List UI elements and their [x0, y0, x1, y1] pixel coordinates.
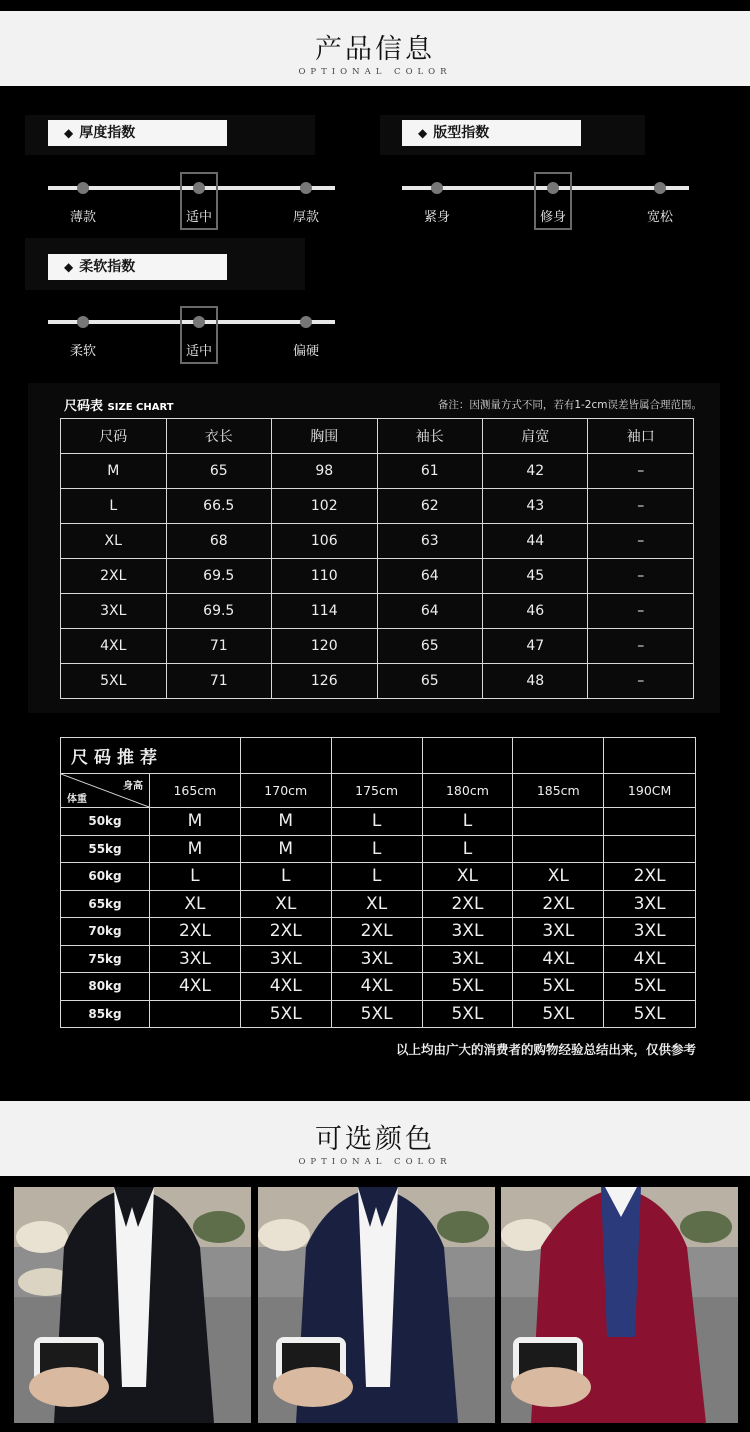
rec-cell: 5XL	[513, 1000, 604, 1028]
size-cell: L	[61, 489, 167, 524]
jacket-photo	[258, 1187, 495, 1423]
size-cell: 114	[272, 594, 378, 629]
size-cell: 71	[166, 629, 272, 664]
recommend-note: 以上均由广大的消费者的购物经验总结出来，仅供参考	[395, 1042, 696, 1057]
size-chart-title-cn: 尺码表	[64, 399, 104, 414]
rec-cell: M	[240, 835, 331, 863]
size-header-cell: 肩宽	[482, 419, 587, 454]
weight-cell: 55kg	[61, 835, 150, 863]
rec-cell	[513, 808, 604, 836]
size-cell: 65	[377, 664, 482, 699]
fit-mark-1: 紧身	[423, 210, 450, 225]
table-row	[61, 808, 696, 836]
weight-cell: 80kg	[61, 973, 150, 1001]
size-table-header-row	[61, 419, 694, 454]
softness-mark-1: 柔软	[69, 344, 96, 359]
rec-cell: 4XL	[513, 945, 604, 973]
rec-cell: 4XL	[150, 973, 241, 1001]
rec-cell: 3XL	[604, 890, 696, 918]
section-title: 可选颜色	[315, 1124, 435, 1155]
height-header: 175cm	[331, 774, 422, 808]
corner-height-label: 身高	[123, 781, 143, 792]
size-cell: 71	[166, 664, 272, 699]
size-cell: 66.5	[166, 489, 272, 524]
size-cell: 42	[482, 454, 587, 489]
rec-cell: 2XL	[331, 918, 422, 946]
color-photo-navy[interactable]	[258, 1187, 495, 1423]
diamond-icon: ◆	[64, 260, 74, 274]
rec-cell: 5XL	[604, 973, 696, 1001]
empty-cell	[513, 738, 604, 774]
rec-cell: M	[150, 808, 241, 836]
rec-cell: L	[331, 863, 422, 891]
thickness-index-label	[48, 120, 227, 146]
rec-cell: L	[150, 863, 241, 891]
table-row	[61, 629, 694, 664]
thickness-dot-1	[77, 182, 89, 194]
rec-cell: 4XL	[604, 945, 696, 973]
height-header: 170cm	[240, 774, 331, 808]
table-row	[61, 489, 694, 524]
size-cell: 65	[377, 629, 482, 664]
fit-index-label	[402, 120, 581, 146]
height-header: 165cm	[150, 774, 241, 808]
softness-mark-2: 适中	[185, 344, 212, 359]
thickness-mark-2: 适中	[185, 210, 212, 225]
empty-cell	[422, 738, 513, 774]
rec-cell: L	[422, 808, 513, 836]
thickness-mark-1: 薄款	[69, 210, 96, 225]
rec-cell: L	[331, 808, 422, 836]
size-cell: 46	[482, 594, 587, 629]
color-photo-wine[interactable]	[501, 1187, 738, 1423]
size-cell: 120	[272, 629, 378, 664]
softness-dot-1	[77, 316, 89, 328]
fit-mark-2: 修身	[539, 210, 566, 225]
rec-cell	[513, 835, 604, 863]
rec-cell: L	[331, 835, 422, 863]
recommend-title: 尺码推荐	[61, 738, 241, 774]
table-row	[61, 835, 696, 863]
size-cell: 2XL	[61, 559, 167, 594]
top-border	[0, 0, 750, 11]
jacket-photo	[501, 1187, 738, 1423]
rec-cell: XL	[422, 863, 513, 891]
height-header: 190CM	[604, 774, 696, 808]
rec-cell	[150, 1000, 241, 1028]
size-cell: 44	[482, 524, 587, 559]
size-chart-panel	[28, 383, 720, 713]
table-row	[61, 863, 696, 891]
size-chart-title-en: SIZE CHART	[107, 402, 174, 413]
rec-cell: 2XL	[604, 863, 696, 891]
size-cell: 3XL	[61, 594, 167, 629]
corner-cell	[61, 774, 150, 808]
diamond-icon: ◆	[418, 126, 428, 140]
size-cell: 4XL	[61, 629, 167, 664]
rec-cell: 5XL	[240, 1000, 331, 1028]
rec-cell: 5XL	[513, 973, 604, 1001]
size-cell: 64	[377, 559, 482, 594]
size-table	[60, 418, 694, 699]
table-row	[61, 524, 694, 559]
weight-cell: 70kg	[61, 918, 150, 946]
size-cell: –	[588, 594, 694, 629]
rec-cell: 4XL	[240, 973, 331, 1001]
rec-cell: 5XL	[604, 1000, 696, 1028]
softness-index-label	[48, 254, 227, 280]
size-cell: –	[588, 489, 694, 524]
weight-cell: 50kg	[61, 808, 150, 836]
size-cell: XL	[61, 524, 167, 559]
rec-cell: XL	[331, 890, 422, 918]
table-row	[61, 890, 696, 918]
empty-cell	[240, 738, 331, 774]
size-cell: 69.5	[166, 559, 272, 594]
softness-mark-3: 偏硬	[292, 344, 319, 359]
rec-cell: 2XL	[240, 918, 331, 946]
rec-cell: 3XL	[604, 918, 696, 946]
fit-dot-1	[431, 182, 443, 194]
size-header-cell: 袖口	[588, 419, 694, 454]
size-cell: 98	[272, 454, 378, 489]
size-cell: 126	[272, 664, 378, 699]
section-subtitle: OPTIONAL COLOR	[298, 1157, 452, 1167]
thickness-mark-3: 厚款	[292, 210, 319, 225]
fit-mark-3: 宽松	[646, 210, 673, 225]
table-row	[61, 1000, 696, 1028]
rec-cell: 2XL	[422, 890, 513, 918]
table-row	[61, 918, 696, 946]
thickness-index-text: 厚度指数	[79, 125, 136, 141]
empty-cell	[331, 738, 422, 774]
weight-cell: 85kg	[61, 1000, 150, 1028]
size-cell: 48	[482, 664, 587, 699]
weight-cell: 65kg	[61, 890, 150, 918]
size-cell: M	[61, 454, 167, 489]
size-header-cell: 衣长	[166, 419, 272, 454]
rec-cell: M	[240, 808, 331, 836]
corner-weight-label: 体重	[67, 794, 87, 805]
table-row	[61, 594, 694, 629]
size-cell: 43	[482, 489, 587, 524]
rec-cell: 5XL	[422, 1000, 513, 1028]
size-cell: –	[588, 664, 694, 699]
rec-cell: 3XL	[150, 945, 241, 973]
diamond-icon: ◆	[64, 126, 74, 140]
weight-cell: 60kg	[61, 863, 150, 891]
size-cell: 69.5	[166, 594, 272, 629]
table-row	[61, 973, 696, 1001]
size-cell: 110	[272, 559, 378, 594]
size-cell: 62	[377, 489, 482, 524]
rec-cell: XL	[150, 890, 241, 918]
size-header-cell: 袖长	[377, 419, 482, 454]
fit-dot-3	[654, 182, 666, 194]
product-info-header	[0, 11, 750, 86]
size-cell: –	[588, 559, 694, 594]
table-row	[61, 559, 694, 594]
height-header: 185cm	[513, 774, 604, 808]
size-chart-title	[64, 395, 174, 414]
rec-cell: 3XL	[331, 945, 422, 973]
size-cell: –	[588, 524, 694, 559]
table-row	[61, 454, 694, 489]
rec-cell: M	[150, 835, 241, 863]
size-header-cell: 尺码	[61, 419, 167, 454]
rec-cell	[604, 808, 696, 836]
fit-index-text: 版型指数	[433, 125, 490, 141]
thickness-dot-3	[300, 182, 312, 194]
rec-cell	[604, 835, 696, 863]
size-cell: 102	[272, 489, 378, 524]
size-header-cell: 胸围	[272, 419, 378, 454]
size-cell: 45	[482, 559, 587, 594]
size-cell: 106	[272, 524, 378, 559]
rec-cell: 5XL	[331, 1000, 422, 1028]
size-cell: 47	[482, 629, 587, 664]
size-cell: 61	[377, 454, 482, 489]
rec-cell: 4XL	[331, 973, 422, 1001]
rec-cell: L	[422, 835, 513, 863]
softness-index-text: 柔软指数	[79, 259, 136, 275]
recommend-header-row	[61, 774, 696, 808]
table-row	[61, 945, 696, 973]
rec-cell: 3XL	[240, 945, 331, 973]
weight-cell: 75kg	[61, 945, 150, 973]
rec-cell: 3XL	[422, 918, 513, 946]
rec-cell: 3XL	[422, 945, 513, 973]
height-header: 180cm	[422, 774, 513, 808]
rec-cell: L	[240, 863, 331, 891]
recommend-title-row	[61, 738, 696, 774]
size-cell: 63	[377, 524, 482, 559]
rec-cell: 3XL	[513, 918, 604, 946]
rec-cell: 2XL	[513, 890, 604, 918]
section-title: 产品信息	[315, 34, 435, 65]
color-options-header	[0, 1101, 750, 1176]
rec-cell: XL	[513, 863, 604, 891]
rec-cell: 5XL	[422, 973, 513, 1001]
size-recommend-table	[60, 737, 696, 1028]
size-cell: 65	[166, 454, 272, 489]
rec-cell: XL	[240, 890, 331, 918]
empty-cell	[604, 738, 696, 774]
softness-dot-3	[300, 316, 312, 328]
size-chart-note: 备注：因测量方式不同，若有1-2cm误差皆属合理范围。	[437, 399, 702, 411]
size-cell: 64	[377, 594, 482, 629]
section-subtitle: OPTIONAL COLOR	[298, 67, 452, 77]
size-cell: 5XL	[61, 664, 167, 699]
table-row	[61, 664, 694, 699]
rec-cell: 2XL	[150, 918, 241, 946]
size-cell: –	[588, 454, 694, 489]
jacket-photo	[14, 1187, 251, 1423]
size-cell: 68	[166, 524, 272, 559]
color-photo-black[interactable]	[14, 1187, 251, 1423]
size-cell: –	[588, 629, 694, 664]
